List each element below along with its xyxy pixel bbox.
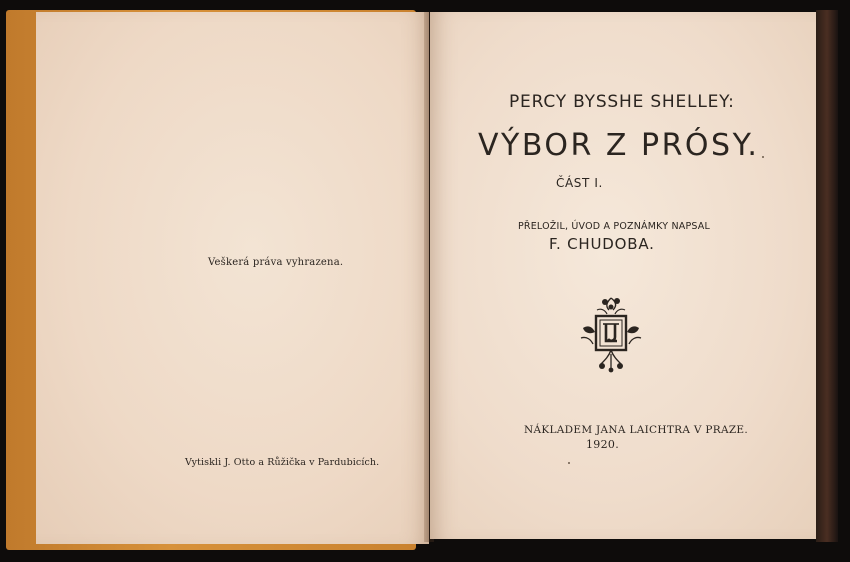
publisher-line: NÁKLADEM JANA LAICHTRA V PRAZE.: [524, 424, 749, 436]
author-name: PERCY BYSSHE SHELLEY:: [509, 92, 735, 112]
left-page: [36, 12, 429, 544]
translator-name: F. CHUDOBA.: [549, 235, 655, 253]
paper-speck: [762, 156, 764, 158]
paper-speck: [568, 462, 570, 464]
rights-notice: Veškerá práva vyhrazena.: [208, 257, 344, 268]
translator-credit-line: PŘELOŽIL, ÚVOD A POZNÁMKY NAPSAL: [518, 221, 710, 232]
publisher-monogram-icon: [575, 294, 647, 374]
printer-notice: Vytiskli J. Otto a Růžička v Pardubicích.: [185, 457, 380, 468]
part-label: ČÁST I.: [556, 176, 603, 190]
right-page: [430, 12, 818, 539]
book-right-edge: [816, 10, 838, 542]
book-title: VÝBOR Z PRÓSY.: [478, 128, 760, 163]
publication-year: 1920.: [586, 438, 619, 451]
